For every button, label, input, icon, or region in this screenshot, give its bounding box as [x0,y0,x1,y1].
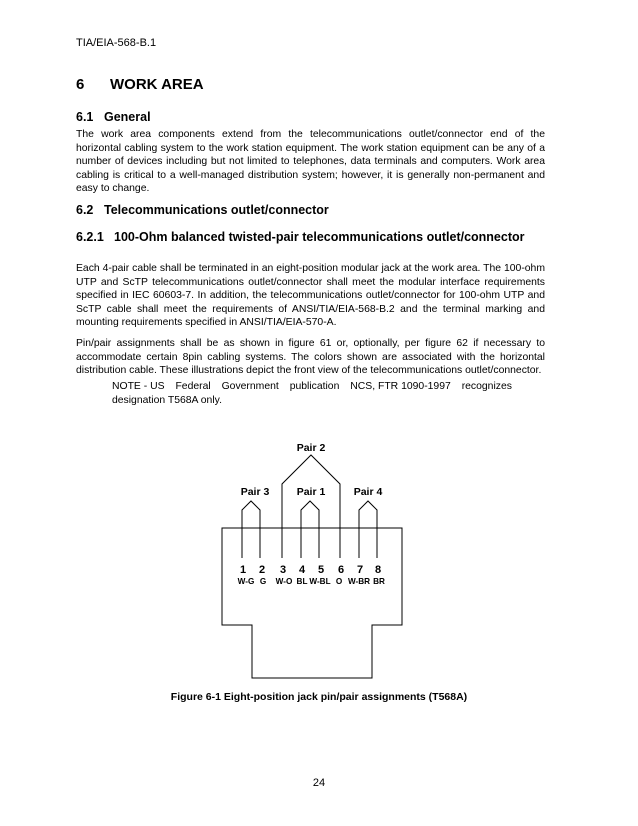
note-word: publication [289,381,340,392]
pair2-wire [282,455,340,558]
pin-assignment-paragraph: Pin/pair assignments shall be as shown in figure 61 or, optionally, per figure 62 if necessary to accommodate certain 8pin cabling systems. The colors shown are associated with the horizontal distribution cable. These illustrations depict the front view of the telecommunications outlet/connector. [76,338,545,377]
figure-caption: Figure 6-1 Eight-position jack pin/pair assignments (T568A) [170,691,468,703]
pair4-label: Pair 4 [353,486,383,498]
note-word: NOTE - US [112,381,165,392]
subsection-title: General [104,110,151,124]
running-header: TIA/EIA-568-B.1 [76,37,157,49]
section-title: WORK AREA [110,76,204,93]
pin-number: 4 [298,564,306,576]
note-word: Government [221,381,279,392]
pin-color: G [259,577,267,586]
pair3-label: Pair 3 [240,486,270,498]
pin-number: 6 [337,564,345,576]
note-word: NCS, FTR 1090-1997 [350,381,451,392]
subsection-number: 6.2 [76,203,94,217]
subsection-number: 6.2.1 [76,230,104,244]
pin-color: BL [296,577,308,586]
pin-color: W-BR [347,577,371,586]
pin-color: W-G [237,577,255,586]
subsection-title: 100-Ohm balanced twisted-pair telecommunications outlet/connector [114,230,525,244]
pair1-wire [301,501,319,558]
pin-number: 5 [317,564,325,576]
pin-number: 7 [356,564,364,576]
pin-number: 3 [279,564,287,576]
note-word: Federal [175,381,211,392]
termination-paragraph: Each 4-pair cable shall be terminated in an eight-position modular jack at the work area. The 100-ohm UTP and ScTP telecommunications outlet/connector shall meet the modular interface requirements specified in IEC 60603-7. In addition, the telecommunications outlet/connector for 100-ohm UTP and ScTP cable shall meet the requirements of ANSI/TIA/EIA-568-B.2 and the terminal marking and mounting requirements specified in ANSI/TIA/EIA-570-A. [76,263,545,329]
general-paragraph: The work area components extend from the telecommunications outlet/connector end of the horizontal cabling system to the work station equipment. The work station equipment can be any of a number of devices including but not limited to telephones, data terminals and computers. Work area cabling is critical to a well-managed distribution system; however, it is generally non-permanent and easy to change. [76,129,545,195]
pin-color: O [335,577,343,586]
page-number: 24 [312,777,326,789]
note-line-2: designation T568A only. [112,395,222,406]
pin-number: 1 [239,564,247,576]
subsection-title: Telecommunications outlet/connector [104,203,329,217]
pin-color: W-O [275,577,293,586]
jack-outline [222,528,402,678]
pin-number: 8 [374,564,382,576]
pair2-label: Pair 2 [296,442,326,454]
note-word: recognizes [461,381,512,392]
pair1-label: Pair 1 [296,486,326,498]
subsection-number: 6.1 [76,110,94,124]
pair3-wire [242,501,260,558]
pair4-wire [359,501,377,558]
pin-number: 2 [258,564,266,576]
pin-color: BR [373,577,385,586]
pin-color: W-BL [309,577,331,586]
section-number: 6 [76,76,85,93]
